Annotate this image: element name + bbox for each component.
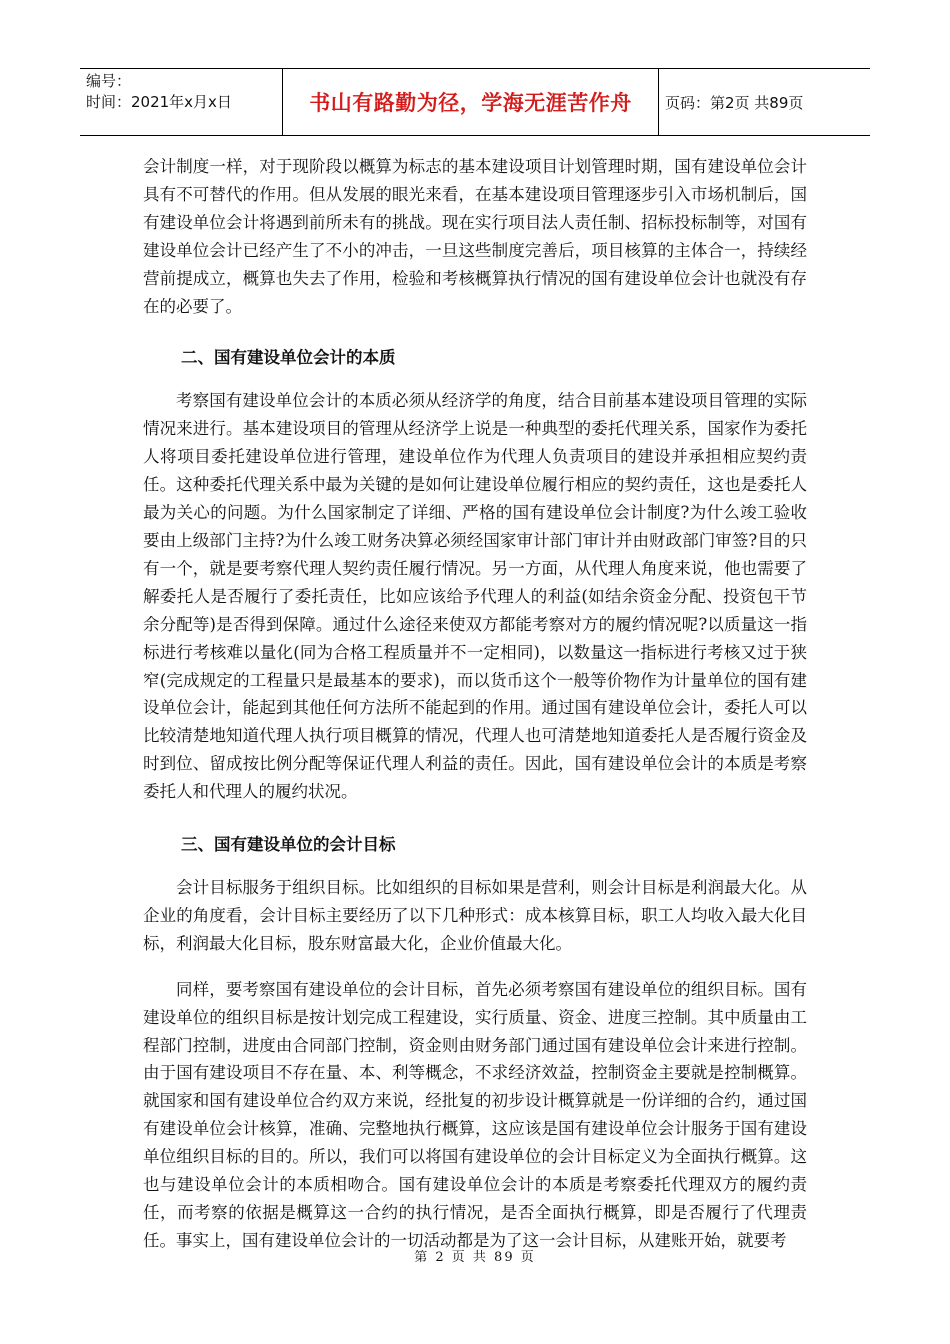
document-number-label: 编号： (86, 72, 132, 90)
header-motto: 书山有路勤为径，学海无涯苦作舟 (309, 91, 632, 115)
page-footer: 第 2 页 共 89 页 (414, 1250, 536, 1265)
header-meta-cell (80, 69, 283, 135)
document-date-label: 时间：2021年x月x日 (86, 93, 232, 111)
section-heading-goal: 三、国有建设单位的会计目标 (180, 835, 396, 855)
header-page-number: 页码：第2页 共89页 (665, 93, 804, 112)
section-heading-essence: 二、国有建设单位会计的本质 (180, 348, 396, 368)
paragraph-goal-2: 同样，要考察国有建设单位的会计目标，首先必须考察国有建设单位的组织目标。国有建设单位的组织目标是按计划完成工程建设，实行质量、资金、进度三控制。其中质量由工程部门控制，进度由合同部门控制，资金则由财务部门通过国有建设单位会计来进行控制。由于国有建设项目不存在量、本、利等概念，不求经济效益，控制资金主要就是控制概算。就国家和国有建设单位合约双方来说，经批复的初步设计概算就是一份详细的合约，通过国有建设单位会计核算，准确、完整地执行概算，这应该是国有建设单位会计服务于国有建设单位组织目标的目的。所以，我们可以将国有建设单位的会计目标定义为全面执行概算。这也与建设单位会计的本质相吻合。国有建设单位会计的本质是考察委托代理双方的履约责任，而考察的依据是概算这一合约的执行情况，是否全面执行概算，即是否履行了代理责任。事实上，国有建设单位会计的一切活动都是为了这一会计目标，从建账开始，就要考 (143, 979, 807, 1250)
paragraph-essence: 考察国有建设单位会计的本质必须从经济学的角度，结合目前基本建设项目管理的实际情况来进行。基本建设项目的管理从经济学上说是一种典型的委托代理关系，国家作为委托人将项目委托建设单位进行管理，建设单位作为代理人负责项目的建设并承担相应契约责任。这种委托代理关系中最为关键的是如何让建设单位履行相应的契约责任，这也是委托人最为关心的问题。为什么国家制定了详细、严格的国有建设单位会计制度?为什么竣工验收要由上级部门主持?为什么竣工财务决算必须经国家审计部门审计并由财政部门审签?目的只有一个，就是要考察代理人契约责任履行情况。另一方面，从代理人角度来说，他也需要了解委托人是否履行了委托责任，比如应该给予代理人的利益(如结余资金分配、投资包干节余分配等)是否得到保障。通过什么途径来使双方都能考察对方的履约情况呢?以质量这一指标进行考核难以量化(同为合格工程质量并不一定相同)，以数量这一指标进行考核又过于狭窄(完成规定的工程量只是最基本的要求)，而以货币这个一般等价物作为计量单位的国有建设单位会计，能起到其他任何方法所不能起到的作用。通过国有建设单位会计，委托人可以比较清楚地知道代理人执行项目概算的情况，代理人也可清楚地知道委托人是否履行资金及时到位、留成按比例分配等保证代理人利益的责任。因此，国有建设单位会计的本质是考察委托人和代理人的履约状况。 (143, 391, 807, 802)
paragraph-goal-1: 会计目标服务于组织目标。比如组织的目标如果是营利，则会计目标是利润最大化。从企业的角度看，会计目标主要经历了以下几种形式：成本核算目标，职工人均收入最大化目标，利润最大化目标，股东财富最大化，企业价值最大化。 (143, 878, 807, 953)
header-page-cell (659, 69, 870, 135)
paragraph-intro: 会计制度一样，对于现阶段以概算为标志的基本建设项目计划管理时期，国有建设单位会计具有不可替代的作用。但从发展的眼光来看，在基本建设项目管理逐步引入市场机制后，国有建设单位会计将遇到前所未有的挑战。现在实行项目法人责任制、招标投标制等，对国有建设单位会计已经产生了不小的冲击，一旦这些制度完善后，项目核算的主体合一，持续经营前提成立，概算也失去了作用，检验和考核概算执行情况的国有建设单位会计也就没有存在的必要了。 (143, 157, 807, 316)
header-motto-cell (283, 69, 659, 135)
header-table (80, 68, 870, 136)
document-body (143, 153, 807, 1255)
